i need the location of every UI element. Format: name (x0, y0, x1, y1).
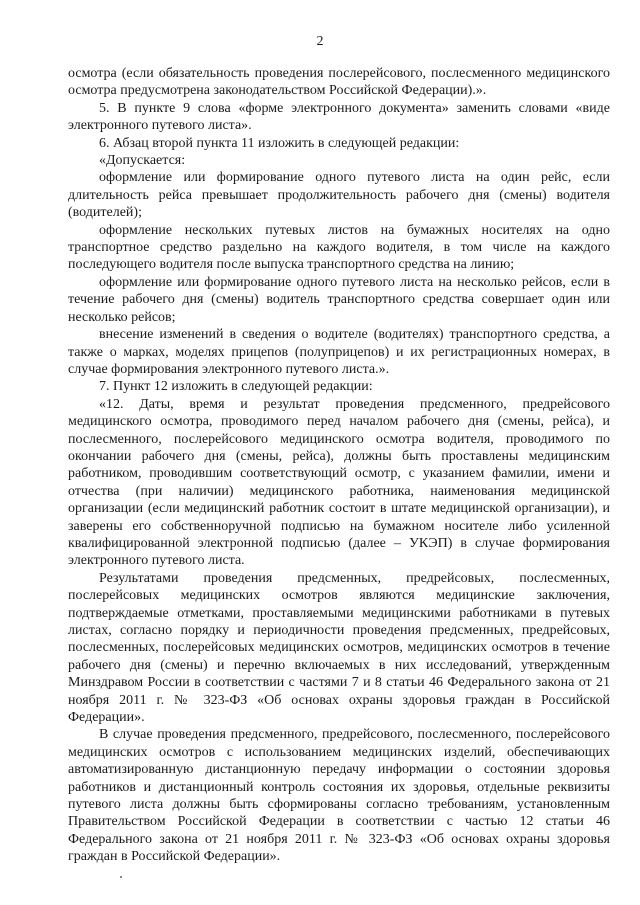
paragraph-4: «Допускается: (99, 153, 186, 169)
paragraph-3: 6. Абзац второй пункта 11 изложить в следующей редакции: (99, 135, 460, 151)
scan-speck (120, 876, 122, 878)
paragraph-10: «12. Даты, время и результат проведения предсменного, предрейсового медицинского осмотра, проводимого перед началом рабочего дня (смены, рейса), и послесменного, послерейсового медицинского осмотра водителя, проводимого по окончании рабочего дня (смены, рейса), должны быть проставлены медицинским работником, проводившим соответствующий осмотр, с указанием фамилии, имени и отчества (при наличии) медицинского работника, наименования медицинской организации (если медицинский работник состоит в штате медицинской организации), и заверены его собственноручной подписью на бумажном носителе либо усиленной квалифицированной электронной подписью (далее – УКЭП) в случае формирования электронного путевого листа. (68, 396, 610, 569)
paragraph-6: оформление нескольких путевых листов на бумажных носителях на одно транспортное средство раздельно на каждого водителя, в том числе на каждого последующего водителя после выпуска транспортного средства на линию; (68, 222, 610, 273)
paragraph-8: внесение изменений в сведения о водителе (водителях) транспортного средства, а также о марках, моделях прицепов (полуприцепов) и их регистрационных номерах, в случае формирования электронного путевого листа.». (68, 327, 610, 377)
paragraph-12: В случае проведения предсменного, предрейсового, послесменного, послерейсового медицинских осмотров с использованием медицинских изделий, обеспечивающих автоматизированную дистанционную передачу информации о состоянии здоровья работников и дистанционный контроль состояния их здоровья, отдельные реквизиты путевого листа должны быть сформированы согласно требованиям, установленным Правительством Российской Федерации в соответствии с частью 12 статьи 46 Федерального закона от 21 ноября 2011 г. № 323-ФЗ «Об основах охраны здоровья граждан в Российской Федерации». (68, 727, 610, 865)
paragraph-5: оформление или формирование одного путевого листа на один рейс, если длительность рейса превышает продолжительность рабочего дня (смены) водителя (водителей); (68, 170, 610, 221)
page-number: 2 (316, 34, 324, 49)
paragraph-11: Результатами проведения предсменных, предрейсовых, послесменных, послерейсовых медицинских осмотров являются медицинские заключения, подтверждаемые отметками, проставляемыми медицинскими работниками в путевых листах, согласно порядку и периодичности проведения предсменных, предрейсовых, послесменных, послерейсовых медицинских осмотров, медицинских осмотров в течение рабочего дня (смены) и перечню включаемых в них исследований, утвержденным Минздравом России в соответствии с частями 7 и 8 статьи 46 Федерального закона от 21 ноября 2011 г. № 323-ФЗ «Об основах охраны здоровья граждан в Российской Федерации». (68, 570, 610, 726)
document-body (68, 65, 610, 866)
paragraph-9: 7. Пункт 12 изложить в следующей редакции: (99, 379, 373, 395)
paragraph-7: оформление или формирование одного путевого листа на несколько рейсов, если в течение рабочего дня (смены) водитель транспортного средства совершает один или несколько рейсов; (68, 274, 610, 325)
paragraph-1: осмотра (если обязательность проведения послерейсового, послесменного медицинского осмотра предусмотрена законодательством Российской Федерации).». (68, 66, 610, 99)
paragraph-2: 5. В пункте 9 слова «форме электронного документа» заменить словами «виде электронного путевого листа». (68, 100, 610, 134)
